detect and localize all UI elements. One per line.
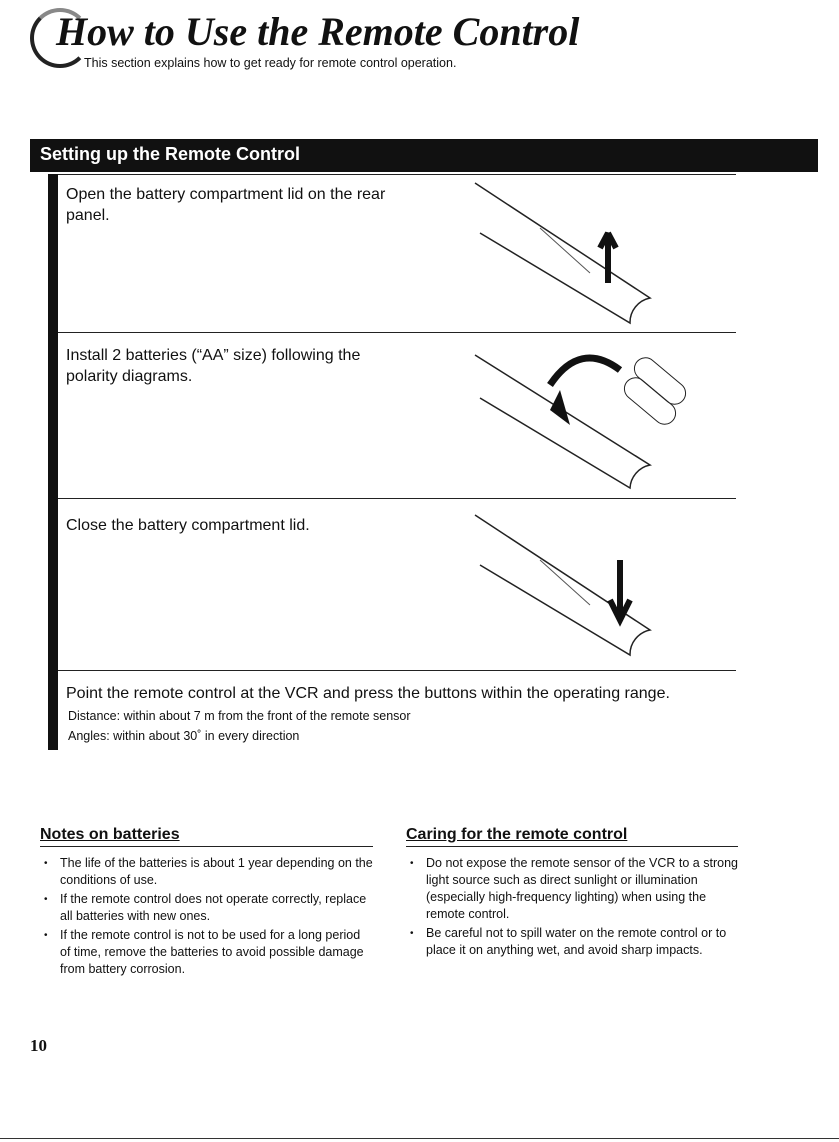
page-title: How to Use the Remote Control [56, 9, 580, 54]
step-4-text: Point the remote control at the VCR and press the buttons within the operating range. [66, 685, 670, 702]
notes-heading: Notes on batteries [40, 826, 373, 847]
step-sidebar [48, 174, 58, 750]
caring-heading: Caring for the remote control [406, 826, 738, 847]
arrow-up-icon [600, 233, 616, 283]
list-item: • If the remote control does not operate correctly, replace all batteries with new ones. [40, 891, 373, 925]
angles-text: Angles: within about 30˚ in every direction [68, 729, 300, 743]
list-item: • Be careful not to spill water on the remote control or to place it on anything wet, and avoid sharp impacts. [406, 925, 738, 959]
close-lid-illustration [470, 510, 690, 660]
section-banner [30, 139, 818, 172]
list-item: • The life of the batteries is about 1 year depending on the conditions of use. [40, 855, 373, 889]
page-subtitle: This section explains how to get ready for remote control operation. [84, 56, 457, 70]
notes-section [40, 826, 373, 980]
list-item: • Do not expose the remote sensor of the VCR to a strong light source such as direct sunlight or illumination (especially high-frequency lighting) when using the remote control. [406, 855, 738, 923]
divider [58, 174, 736, 175]
divider [58, 498, 736, 499]
distance-text: Distance: within about 7 m from the front of the remote sensor [68, 709, 411, 723]
caring-section [406, 826, 738, 961]
divider [58, 332, 736, 333]
arrow-down-icon [610, 560, 630, 620]
bottom-border [0, 1138, 839, 1139]
battery-icon [620, 373, 680, 428]
divider [58, 670, 736, 671]
step-3-text: Close the battery compartment lid. [66, 517, 310, 534]
page-number: 10 [30, 1036, 47, 1055]
battery-icon [630, 353, 690, 408]
banner-title: Setting up the Remote Control [40, 144, 300, 164]
step-2-text: Install 2 batteries (“AA” size) following the polarity diagrams. [66, 347, 361, 385]
arrow-down-icon [550, 390, 570, 425]
open-lid-illustration [470, 178, 690, 328]
install-batteries-illustration [470, 340, 710, 490]
step-1-text: Open the battery compartment lid on the rear panel. [66, 186, 386, 224]
list-item: • If the remote control is not to be used for a long period of time, remove the batteries to avoid possible damage from battery corrosion. [40, 927, 373, 978]
